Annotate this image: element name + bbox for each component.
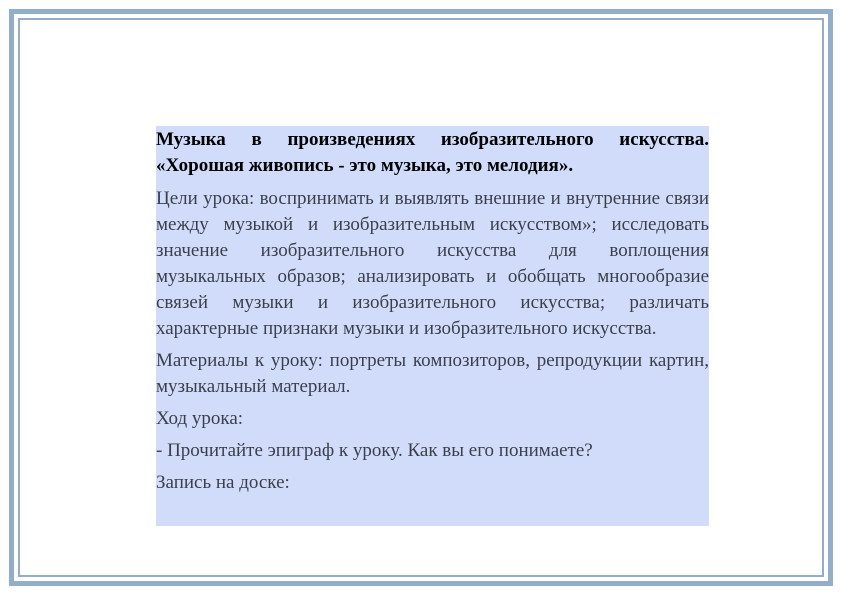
- lesson-materials: Материалы к уроку: портреты композиторов, репродукции картин, музыкальный материал.: [156, 350, 709, 397]
- lesson-question: - Прочитайте эпиграф к уроку. Как вы его понимаете?: [156, 440, 593, 461]
- lesson-course-heading: Ход урока:: [156, 408, 244, 429]
- lesson-title: Музыка в произведениях изобразительного искусства. «Хорошая живопись - это музыка, это мелодия».: [156, 129, 709, 176]
- lesson-text-block: [156, 126, 709, 526]
- board-note: Запись на доске:: [156, 472, 290, 493]
- lesson-goals: Цели урока: воспринимать и выявлять внешние и внутренние связи между музыкой и изобразительным искусством»; исследовать значение изобразительного искусства для воплощения музыкальных образов; анализировать и обобщать многообразие связей музыки и изобразительного искусства; различать характерные признаки музыки и изобразительного искусства.: [156, 188, 709, 339]
